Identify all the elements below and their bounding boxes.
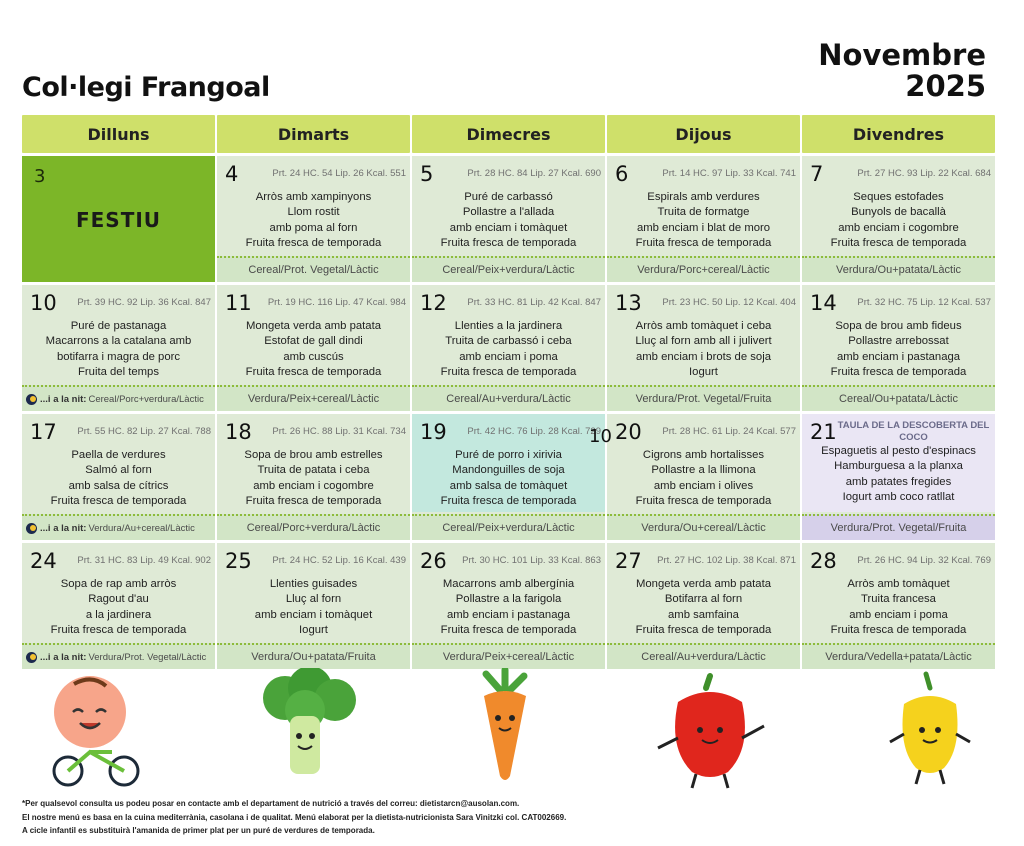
food-group-footer (607, 514, 800, 540)
dish-item: amb cuscús (283, 350, 344, 363)
footer-notes (22, 797, 566, 838)
day-number: 25 (225, 549, 252, 573)
dish-item: Fruita fresca de temporada (635, 623, 772, 636)
nutrition-info: Prt. 27 HC. 93 Lip. 22 Kcal. 684 (857, 168, 991, 179)
food-groups: Cereal/Peix+verdura/Làctic (442, 522, 575, 534)
dish-item: Puré de porro i xirivia (455, 449, 562, 461)
day-menu (217, 285, 410, 383)
day-menu (802, 543, 995, 641)
food-group-footer (412, 256, 605, 282)
dish-item: Bunyols de bacallà (851, 206, 946, 219)
peach-on-bike-icon (54, 676, 138, 785)
footer-line: A cicle infantil es substituirà l'amanida de primer plat per un puré de verdures de temporada. (22, 826, 375, 835)
dish-item: Fruita fresca de temporada (635, 236, 772, 249)
weekday-header: Dijous (607, 115, 800, 153)
day-number: 13 (615, 291, 642, 315)
food-groups: Verdura/Ou+patata/Fruita (251, 651, 376, 663)
dish-item: amb salsa de cítrics (68, 479, 169, 492)
day-cell (412, 156, 605, 282)
dish-item: Fruita fresca de temporada (635, 494, 772, 507)
dish-list (412, 577, 605, 638)
day-number: 26 (420, 549, 447, 573)
day-cell (22, 156, 215, 282)
stray-day-number: 10 (589, 426, 612, 447)
dish-item: Truita de formatge (657, 206, 750, 219)
nutrition-info: Prt. 39 HC. 92 Lip. 36 Kcal. 847 (77, 297, 211, 308)
dish-list (217, 190, 410, 251)
dish-item: Hamburguesa a la planxa (834, 460, 963, 473)
dish-item: Fruita fresca de temporada (440, 236, 577, 249)
dish-list (802, 319, 995, 380)
day-menu (802, 285, 995, 383)
food-groups: Verdura/Prot. Vegetal/Fruita (635, 393, 772, 405)
day-menu (607, 543, 800, 641)
weekday-header: Dimarts (217, 115, 410, 153)
nutrition-info: Prt. 23 HC. 50 Lip. 12 Kcal. 404 (662, 297, 796, 308)
food-group-footer (217, 643, 410, 669)
nutrition-info: Prt. 27 HC. 102 Lip. 38 Kcal. 871 (657, 555, 796, 566)
moon-icon (26, 652, 37, 663)
dish-item: Pollastre arrebossat (848, 335, 949, 348)
day-number: 11 (225, 291, 252, 315)
food-group-footer (802, 514, 995, 540)
day-menu (412, 156, 605, 254)
dish-item: amb patates fregides (845, 475, 952, 488)
dish-item: Fruita fresca de temporada (830, 365, 967, 378)
food-groups: Verdura/Ou+cereal/Làctic (641, 522, 766, 534)
dish-list (802, 444, 995, 505)
dish-list (412, 190, 605, 251)
day-number: 12 (420, 291, 447, 315)
dish-item: Llenties a la jardinera (454, 320, 563, 332)
day-number: 4 (225, 162, 239, 186)
dish-list (22, 577, 215, 638)
dish-list (607, 448, 800, 509)
day-number: 28 (810, 549, 837, 573)
food-group-footer (217, 256, 410, 282)
day-menu (22, 414, 215, 512)
night-label: ...i a la nit: (40, 651, 87, 663)
food-groups: Cereal/Peix+verdura/Làctic (442, 264, 575, 276)
year: 2025 (905, 69, 986, 103)
dish-item: Llenties guisades (269, 578, 358, 590)
footer-line: *Per qualsevol consulta us podeu posar en contacte amb el departament de nutrició a través del correu: dietistarcn@ausolan.com. (22, 799, 520, 808)
day-cell (217, 543, 410, 669)
food-groups: Cereal/Au+verdura/Làctic (446, 393, 571, 405)
dish-item: amb samfaina (668, 608, 739, 621)
night-label: ...i a la nit: (40, 393, 87, 405)
dish-item: Puré de carbassó (464, 191, 553, 203)
day-menu (412, 414, 605, 512)
dish-item: a la jardinera (85, 608, 152, 621)
dish-item: Espirals amb verdures (647, 191, 760, 203)
day-menu (22, 285, 215, 383)
day-cell (802, 156, 995, 282)
dish-list (217, 448, 410, 509)
dish-item: Truita de carbassó i ceba (445, 335, 572, 348)
dish-item: Arròs amb tomàquet (847, 578, 950, 590)
dish-item: Paella de verdures (71, 449, 166, 461)
dish-list (217, 577, 410, 638)
dish-item: amb enciam i cogombre (838, 221, 959, 234)
food-group-footer (412, 385, 605, 411)
night-food-groups: Cereal/Porc+verdura/Làctic (88, 393, 204, 405)
day-menu (412, 543, 605, 641)
food-group-footer (802, 385, 995, 411)
mascot-strip (0, 668, 1024, 793)
month-title (818, 40, 986, 102)
week-row (22, 543, 998, 669)
holiday-label: FESTIU (75, 208, 162, 232)
dish-item: Estofat de gall dindi (264, 335, 363, 348)
dish-item: Seques estofades (853, 191, 944, 203)
dish-item: amb poma al forn (269, 221, 358, 234)
dish-item: Fruita fresca de temporada (245, 365, 382, 378)
day-number: 21 (810, 420, 837, 444)
week-row (22, 285, 998, 411)
food-group-footer (607, 256, 800, 282)
day-cell (589, 414, 800, 540)
dish-item: Fruita del temps (78, 365, 159, 378)
dish-item: Sopa de brou amb fideus (835, 320, 962, 332)
day-cell (802, 543, 995, 669)
day-menu (607, 285, 800, 383)
day-cell (802, 285, 995, 411)
day-number: 20 (615, 420, 642, 444)
dish-item: Macarrons amb albergínia (442, 578, 575, 590)
day-number: 10 (30, 291, 57, 315)
dish-item: Lluç al forn amb all i julivert (635, 335, 772, 348)
food-groups: Cereal/Prot. Vegetal/Làctic (248, 264, 379, 276)
food-group-footer (412, 514, 605, 540)
dish-list (607, 190, 800, 251)
day-menu (22, 543, 215, 641)
day-menu (802, 156, 995, 254)
dish-item: Fruita fresca de temporada (830, 236, 967, 249)
weeks (22, 156, 998, 669)
day-menu (217, 156, 410, 254)
menu-calendar (22, 115, 998, 669)
nutrition-info: Prt. 32 HC. 75 Lip. 12 Kcal. 537 (857, 297, 991, 308)
day-number: 17 (30, 420, 57, 444)
dish-list (22, 319, 215, 380)
food-group-footer (217, 514, 410, 540)
dish-item: Fruita fresca de temporada (440, 623, 577, 636)
dish-list (22, 448, 215, 509)
food-groups: Verdura/Prot. Vegetal/Fruita (830, 522, 967, 534)
day-number: 27 (615, 549, 642, 573)
dish-item: amb enciam i cogombre (253, 479, 374, 492)
dish-list (607, 577, 800, 638)
food-group-footer (412, 643, 605, 669)
dish-item: Arròs amb xampinyons (255, 191, 372, 203)
week-row (22, 156, 998, 282)
dish-item: Iogurt (689, 365, 718, 378)
dish-item: amb enciam i olives (653, 479, 754, 492)
day-menu (802, 414, 995, 512)
nutrition-info: Prt. 24 HC. 52 Lip. 16 Kcal. 439 (272, 555, 406, 566)
dish-item: Fruita fresca de temporada (440, 365, 577, 378)
dish-list (412, 319, 605, 380)
night-label: ...i a la nit: (40, 522, 87, 534)
dish-item: amb enciam i tomàquet (449, 221, 568, 234)
carrot-icon (484, 670, 526, 780)
nutrition-info: Prt. 33 HC. 81 Lip. 42 Kcal. 847 (467, 297, 601, 308)
day-cell (22, 414, 215, 540)
day-cell (217, 414, 410, 540)
moon-icon (26, 394, 37, 405)
food-groups: Cereal/Ou+patata/Làctic (839, 393, 958, 405)
day-cell (217, 156, 410, 282)
day-cell (607, 156, 800, 282)
nutrition-info: Prt. 28 HC. 61 Lip. 24 Kcal. 577 (662, 426, 796, 437)
food-group-footer (22, 385, 215, 411)
day-number: 24 (30, 549, 57, 573)
food-group-footer (607, 385, 800, 411)
yellow-pepper-icon (890, 674, 970, 784)
dish-item: amb enciam i blat de moro (636, 221, 771, 234)
dish-item: Pollastre a la llimona (651, 464, 756, 477)
dish-item: amb enciam i brots de soja (635, 350, 771, 363)
month: Novembre (818, 38, 986, 72)
dish-list (412, 448, 605, 509)
food-groups: Cereal/Au+verdura/Làctic (641, 651, 766, 663)
dish-item: Llom rostit (287, 206, 340, 219)
day-menu (217, 543, 410, 641)
food-groups: Verdura/Peix+cereal/Làctic (247, 393, 380, 405)
day-cell (412, 543, 605, 669)
nutrition-info: Prt. 24 HC. 54 Lip. 26 Kcal. 551 (272, 168, 406, 179)
day-cell (22, 285, 215, 411)
weekday-header-row (22, 115, 998, 153)
day-number: 7 (810, 162, 824, 186)
day-number: 18 (225, 420, 252, 444)
day-number: 14 (810, 291, 837, 315)
day-cell (607, 285, 800, 411)
nutrition-info: Prt. 55 HC. 82 Lip. 27 Kcal. 788 (77, 426, 211, 437)
dish-item: Fruita fresca de temporada (245, 494, 382, 507)
dish-list (607, 319, 800, 380)
dish-item: amb salsa de tomàquet (449, 479, 568, 492)
food-groups: Verdura/Vedella+patata/Làctic (825, 651, 972, 663)
dish-item: Botifarra al forn (664, 593, 743, 606)
food-group-footer (22, 514, 215, 540)
nutrition-info: Prt. 28 HC. 84 Lip. 27 Kcal. 690 (467, 168, 601, 179)
day-menu (217, 414, 410, 512)
day-cell (217, 285, 410, 411)
dish-item: amb enciam i pastanaga (446, 608, 571, 621)
dish-item: Cigrons amb hortalisses (642, 449, 765, 461)
day-menu (412, 285, 605, 383)
day-cell (22, 543, 215, 669)
night-food-groups: Verdura/Prot. Vegetal/Làctic (88, 651, 207, 663)
day-cell (607, 543, 800, 669)
dish-item: Lluç al forn (285, 593, 342, 606)
dish-item: Mongeta verda amb patata (245, 320, 382, 332)
dish-item: Truita francesa (861, 593, 936, 606)
moon-icon (26, 523, 37, 534)
day-menu (22, 156, 215, 282)
dish-item: Iogurt amb coco ratllat (842, 490, 955, 503)
footer-line: El nostre menú es basa en la cuina mediterrània, casolana i de qualitat. Menú elaborat per la dietista-nutricionista Sara Vinitzki col. CAT002669. (22, 812, 567, 822)
dish-item: Fruita fresca de temporada (440, 494, 577, 507)
dish-list (217, 319, 410, 380)
day-number: 19 (420, 420, 447, 444)
food-group-footer (607, 643, 800, 669)
dish-item: Macarrons a la catalana amb (45, 335, 192, 348)
dish-item: Fruita fresca de temporada (50, 494, 187, 507)
weekday-header: Dimecres (412, 115, 605, 153)
dish-item: Mongeta verda amb patata (635, 578, 772, 590)
night-food-groups: Verdura/Au+cereal/Làctic (88, 522, 195, 534)
food-group-footer (802, 256, 995, 282)
food-group-footer (802, 643, 995, 669)
broccoli-icon (263, 668, 356, 774)
dish-item: Fruita fresca de temporada (245, 236, 382, 249)
dish-item: Pollastre a l'allada (462, 206, 555, 219)
weekday-header: Divendres (802, 115, 995, 153)
dish-item: Arròs amb tomàquet i ceba (635, 320, 772, 332)
dish-item: Fruita fresca de temporada (50, 623, 187, 636)
food-groups: Verdura/Ou+patata/Làctic (835, 264, 962, 276)
weekday-header: Dilluns (22, 115, 215, 153)
nutrition-info: Prt. 19 HC. 116 Lip. 47 Kcal. 984 (267, 297, 406, 308)
dish-item: Mandonguilles de soja (452, 464, 565, 477)
day-number: 3 (34, 166, 46, 187)
nutrition-info: Prt. 30 HC. 101 Lip. 33 Kcal. 863 (462, 555, 601, 566)
dish-item: Puré de pastanaga (70, 320, 167, 332)
nutrition-info: Prt. 26 HC. 88 Lip. 31 Kcal. 734 (272, 426, 406, 437)
dish-list (802, 577, 995, 638)
dish-item: Espaguetis al pesto d'espinacs (821, 445, 976, 457)
red-pepper-icon (658, 676, 764, 788)
dish-item: Ragout d'au (88, 593, 149, 606)
day-number: 5 (420, 162, 434, 186)
food-groups: Verdura/Peix+cereal/Làctic (442, 651, 575, 663)
dish-item: amb enciam i pastanaga (836, 350, 961, 363)
week-row (22, 414, 998, 540)
nutrition-info: Prt. 31 HC. 83 Lip. 49 Kcal. 902 (77, 555, 211, 566)
nutrition-info: Prt. 26 HC. 94 Lip. 32 Kcal. 769 (857, 555, 991, 566)
food-group-footer (217, 385, 410, 411)
dish-item: Truita de patata i ceba (257, 464, 370, 477)
dish-item: amb enciam i tomàquet (254, 608, 373, 621)
dish-item: Pollastre a la farigola (455, 593, 562, 606)
dish-item: Sopa de rap amb arròs (60, 578, 177, 590)
day-number: 6 (615, 162, 629, 186)
day-cell (412, 285, 605, 411)
food-groups: Verdura/Porc+cereal/Làctic (637, 264, 770, 276)
nutrition-info: Prt. 14 HC. 97 Lip. 33 Kcal. 741 (662, 168, 796, 179)
dish-item: botifarra i magra de porc (56, 350, 181, 363)
special-event-label: TAULA DE LA DESCOBERTA DEL COCO (837, 420, 990, 443)
dish-item: Sopa de brou amb estrelles (244, 449, 383, 461)
dish-item: Salmó al forn (85, 464, 152, 477)
dish-item: amb enciam i poma (849, 608, 948, 621)
food-group-footer (22, 643, 215, 669)
nutrition-info: Prt. 42 HC. 76 Lip. 28 Kcal. 729 (467, 426, 601, 437)
dish-item: Iogurt (299, 623, 328, 636)
day-cell (412, 414, 605, 540)
dish-list (802, 190, 995, 251)
day-menu (589, 414, 800, 512)
dish-item: Fruita fresca de temporada (830, 623, 967, 636)
dish-item: amb enciam i poma (459, 350, 558, 363)
day-menu (607, 156, 800, 254)
day-cell (802, 414, 995, 540)
school-name: Col·legi Frangoal (22, 72, 270, 103)
food-groups: Cereal/Porc+verdura/Làctic (246, 522, 381, 534)
